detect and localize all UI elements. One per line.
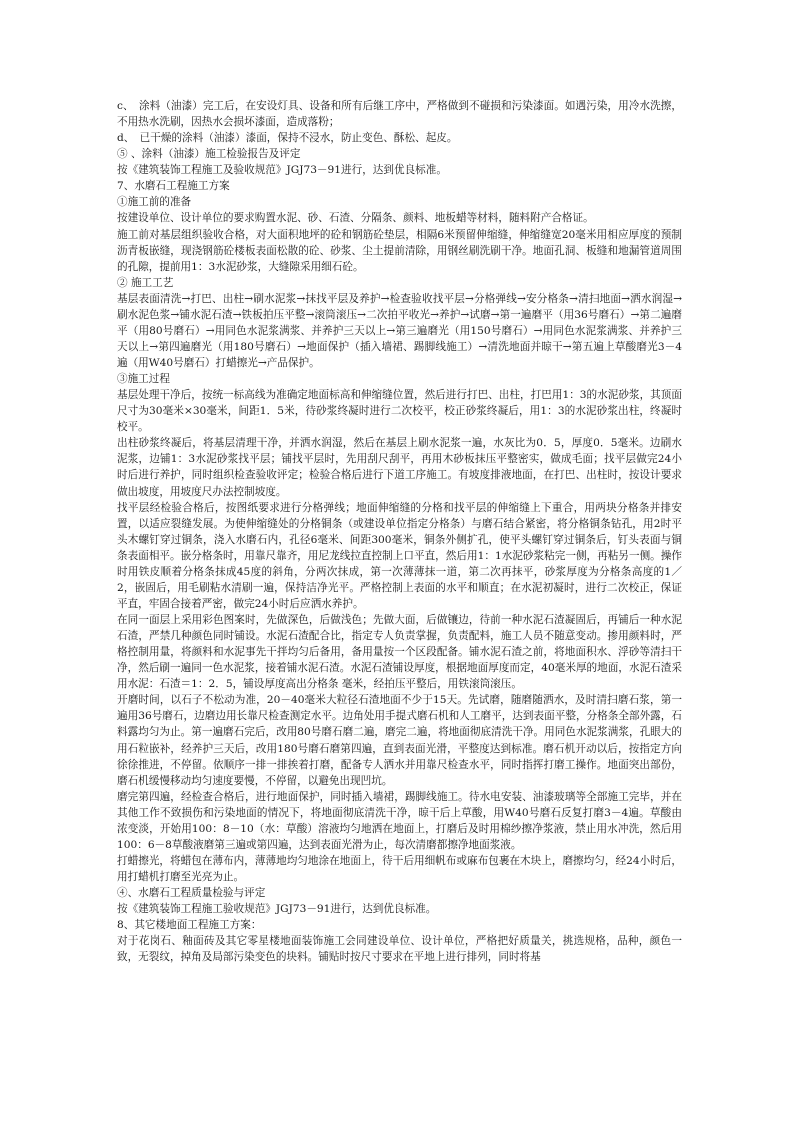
paragraph: 对于花岗石、釉面砖及其它零星楼地面装饰施工会同建设单位、设计单位，严格把好质量关，挑选规格，品种，颜色一致，无裂纹，掉角及局部污染变色的块料。铺贴时按尺寸要求在平地上进行排列，同时将基 [117,935,682,964]
section-heading: 7、水磨石工程施工方案 [117,180,230,193]
paragraph: 出柱砂浆终凝后，将基层清理干净，并洒水润湿，然后在基层上刷水泥浆一遍，水灰比为0．5，厚度0．5毫米。边刷水泥浆，边铺1：3水泥砂浆找平层；铺找平层时，先用刮尺刮平，再用木砂板抹压平整密实，做成毛面；找平层做完24小时后进行养护，同时组织检查验收评定；检验合格后进行下道工序施工。有坡度排液地面，在打巴、出柱时，按设计要求做出坡度，用坡度尺办法控制坡度。 [117,437,682,498]
document-page [117,98,682,965]
paragraph: 按建设单位、设计单位的要求购置水泥、砂、石渣、分隔条、颜料、地板蜡等材料，随料附产合格证。 [117,212,594,225]
subsection-heading: ② 施工工艺 [117,276,174,289]
paragraph: 按《建筑装饰工程施工验收规范》JGJ73－91进行，达到优良标准。 [117,903,437,916]
subsection-heading: ①施工前的准备 [117,196,192,209]
paragraph: 磨完第四遍，经检查合格后，进行地面保护，同时插入墙裙，踢脚线施工。待水电安装、油漆玻璃等全部施工完毕，并在其他工作不致损伤和污染地面的情况下，将地面彻底清洗干净，晾干后上草酸，用W40号磨石反复打磨3－4遍。草酸由浓变淡，开始用100：8－10（水：草酸）溶液均匀地洒在地面上，打磨后及时用棉纱擦净浆液，禁止用水冲洗，然后用100：6－8草酸液磨第三遍或第四遍，达到表面光滑为止，每次清磨都擦净地面浆液。 [117,790,682,851]
paragraph: 基层表面清洗→打巴、出柱→刷水泥浆→抹找平层及养护→检查验收找平层→分格弹线→安分格条→清扫地面→洒水润湿→刷水泥色浆→铺水泥石渣→铁板拍压平整→滚筒滚压→二次拍平收光→养护→试磨→第一遍磨平（用36号磨石）→第二遍磨平（用80号磨石）→用同色水泥浆满浆、并养护三天以上→第三遍磨光（用150号磨石）→用同色水泥浆满浆、并养护三天以上→第四遍磨光（用180号磨石）→地面保护（插入墙裙、踢脚线施工）→清洗地面并晾干→第五遍上草酸磨光3－4遍（用W40号磨石）打蜡擦光→产品保护。 [117,292,682,369]
paragraph: 打蜡擦光，将蜡包在薄布内，薄薄地均匀地涂在地面上，待干后用细帆布或麻布包裹在木块上，磨擦均匀，经24小时后，用打蜡机打磨至光亮为止。 [117,854,682,883]
paragraph: 开磨时间，以石子不松动为准，20－40毫米大粒径石渣地面不少于15天。先试磨，随磨随洒水，及时清扫磨石浆，第一遍用36号磨石，边磨边用长靠尺检查测定水平。边角处用手提式磨石机和人工磨平，达到表面平整，分格条全部外露，石料露均匀为止。第一遍磨石完后，改用80号磨石磨二遍，磨完二遍，将地面彻底清洗干净。用同色水泥浆满浆，孔眼大的用石粒嵌补，经养护三天后，改用180号磨石磨第四遍，直到表面光滑，平整度达到标准。磨石机开动以后，按指定方向徐徐推进，不停留。依顺序一排一排挨着打磨，配备专人洒水并用靠尺检查水平，同时指挥打磨工操作。地面突出部份，磨石机缓慢移动均匀速度要慢，不停留，以避免出现凹坑。 [117,694,682,787]
subsection-heading: ③施工过程 [117,373,170,386]
paragraph: c、 涂料（油漆）完工后，在安设灯具、设备和所有后继工序中，严格做到不碰损和污染漆面。如遇污染，用冷水洗擦，不用热水洗刷，因热水会损坏漆面，造成落粉； [117,100,682,129]
subsection-heading: ④、水磨石工程质量检验与评定 [117,887,266,900]
paragraph: 在同一面层上采用彩色图案时，先做深色，后做浅色；先做大面，后做镶边，待前一种水泥石渣凝固后，再铺后一种水泥石渣，严禁几种颜色同时铺设。水泥石渣配合比，指定专人负责掌握，负责配料，施工人员不随意变动。掺用颜料时，严格控制用量，将颜料和水泥事先干拌均匀后备用，备用量按一个区段配备。铺水泥石渣之前，将地面积水、浮砂等清扫干净，然后刷一遍同一色水泥浆，接着铺水泥石渣。水泥石渣铺设厚度，根据地面厚度而定，40毫米厚的地面，水泥石渣采用水泥：石渣＝1：2．5，铺设厚度高出分格条 毫米，经拍压平整后，用铁滚筒滚压。 [117,614,682,691]
paragraph: 基层处理干净后，按统一标高线为准确定地面标高和伸缩缝位置，然后进行打巴、出柱，打巴用1：3的水泥砂浆，其顶面尺寸为30毫米×30毫米，间距1．5米，待砂浆终凝时进行二次校平，校正砂浆终凝后，用1：3的水泥砂浆出柱，终凝时校平。 [117,389,682,434]
paragraph: d、 已干燥的涂料（油漆）漆面，保持不浸水，防止变色、酥松、起皮。 [117,132,458,145]
section-heading: ⑤ 、涂料（油漆）施工检验报告及评定 [117,148,301,161]
paragraph: 找平层经检验合格后，按图纸要求进行分格弹线；地面伸缩缝的分格和找平层的伸缩缝上下重合，用两块分格条并排安置，以适应裂缝发展。为使伸缩缝处的分格铜条（或建设单位指定分格条）与磨石结合紧密，将分格铜条钻孔，用2时平头木螺钉穿过铜条，浇入水磨石内，孔径6毫米、间距300毫米，铜条外侧扩孔，使平头螺钉穿过铜条后，钉头表面与铜条表面相平。嵌分格条时，用靠尺靠齐，用尼龙线拉直控制上口平直，然后用1：1水泥砂浆粘完一侧，再粘另一侧。操作时用铁皮顺着分格条抹成45度的斜角，分两次抹成，第一次薄薄抹一道，第二次再抹平，砂浆厚度为分格条高度的1／2，嵌固后，用毛刷粘水清刷一遍，保持洁净光平。严格控制上表面的水平和顺直；在水泥初凝时，进行二次校正，保证平直，牢固合接着严密，做完24小时后应洒水养护。 [117,501,682,610]
section-heading: 8、其它楼地面工程施工方案： [117,919,262,932]
paragraph: 按《建筑装饰工程施工及验收规范》JGJ73－91进行，达到优良标准。 [117,164,447,177]
paragraph: 施工前对基层组织验收合格，对大面积地坪的砼和钢筋砼垫层，相隔6米预留伸缩缝，伸缩缝宽20毫米用相应厚度的预制沥青板嵌缝，现浇钢筋砼楼板表面松散的砼、砂浆、尘土提前清除，用钢丝刷洗刷干净。地面孔洞、板缝和地漏管道周围的孔隙，提前用1：3水泥砂浆，大缝隙采用细石砼。 [117,228,682,273]
